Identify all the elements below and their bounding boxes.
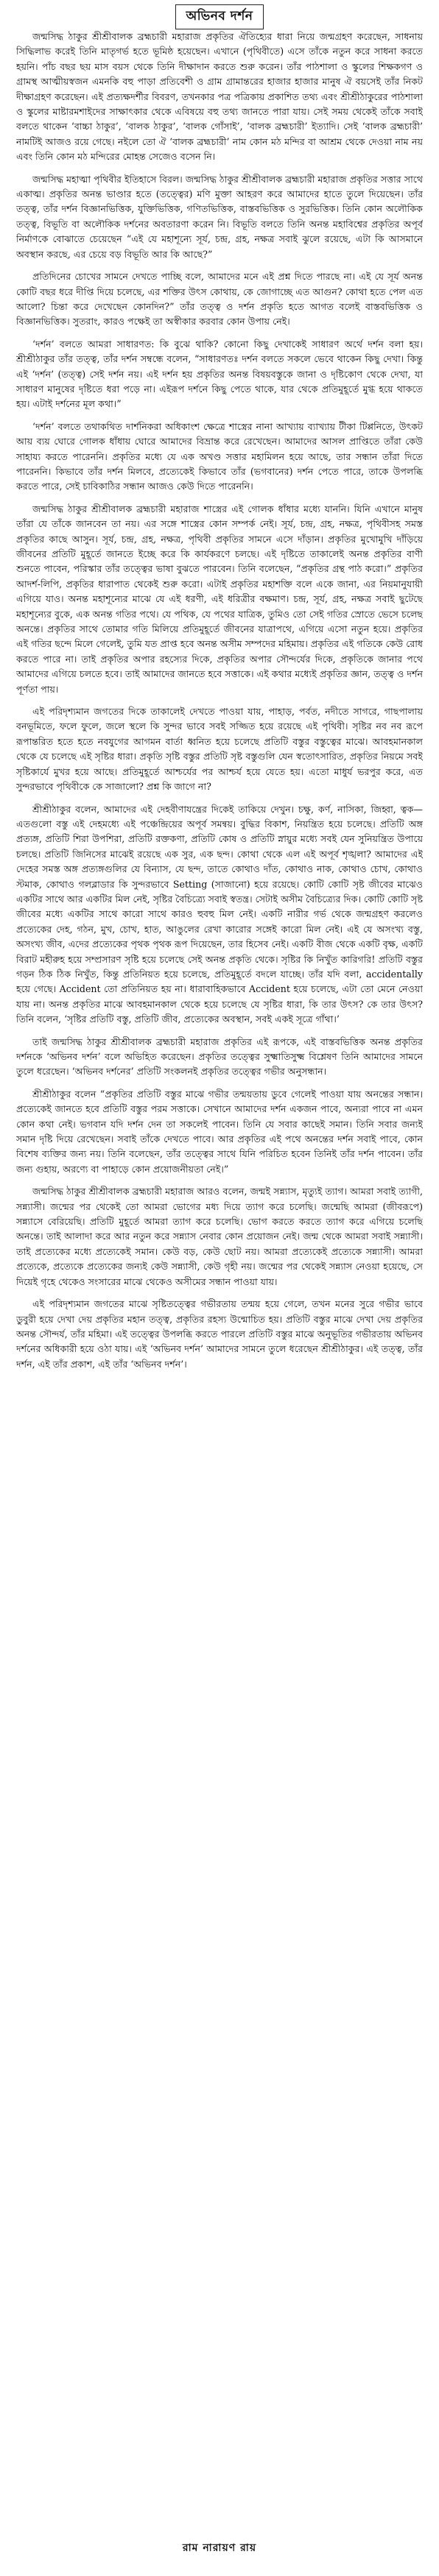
paragraph: শ্রীশ্রীঠাকুর বলেন, আমাদের এই দেহবীণাযন্ত্রের দিকেই তাকিয়ে দেখুন। চক্ষু, কর্ণ, নাসিকা, জিহ্বা, ত্বক—এতগুলো বস্তু এই দেহমধ্যে এই পঞ্চেন্দ্রিয়ের অপূর্ব সমন্বয়। বুদ্ধির বিকাশ, নিয়ন্ত্রিত হয়ে চলেছে। প্রতিটি অঙ্গ প্রত্যঙ্গ, প্রতিটি শিরা উপশিরা, প্রতিটি রক্তকণা, প্রতিটি কোষ ও প্রতিটি স্নায়ুর মধ্যে সবই যেন সুনিয়ন্ত্রিত উপায়ে চলছে। প্রতিটি জিনিসের মাঝেই রয়েছে এক সুর, এক ছন্দ। কোথা থেকে এল এই অপূর্ব শৃঙ্খলা? আমাদের এই দেহের সমস্ত অঙ্গ প্রত্যঙ্গগুলির যে বিন্যাস, যে ছন্দ, তাতে কোথাও দাঁত, কোথাও নাক, কোথাও চোখ, কোথাও স্টমাক, কোথাও গলব্লাডার কি সুন্দরভাবে Setting (সাজানো) হয়ে রয়েছে। কোটি কোটি সৃষ্ট জীবের মাঝেও একটির সাথে আর একটির মিল নেই, সৃষ্টির বৈচিত্র্যে সবাই স্বতন্ত্র। সেটাই অসীম বৈচিত্র্যের দিক। কোটি কোটি সৃষ্ট জীবের মধ্যে একটির সাথে কারো সাথে কারও হুবহু মিল নেই। একটি নারীর গর্ভ থেকে জন্মগ্রহণ করলেও প্রত্যেকের দেহ, গঠন, মুখ, চোখ, হাত, আঙুলের রেখা কারোর সঙ্গেই কারো মিল নেই। এই যে অসংখ্য বস্তু, অসংখ্য জীব, এদের প্রত্যেকের পৃথক পৃথক রূপ দিয়েছেন, তার হিসেব নেই। একটি বীজ থেকে একটি বৃক্ষ, একটি বিরাট মহীরুহ হয়ে সম্প্রসারণ সৃষ্টি হয়ে চলেছে সেই অনন্ত প্রকৃতি থেকে। সৃষ্টির কি নিখুঁত কারিগরি! প্রতিটি বস্তুর গড়ন ঠিক ঠিক নিখুঁত, কিন্তু প্রতিনিয়ত হয়ে চলেছে, প্রতিমুহূর্তে বদলে যাচ্ছে। তাঁর যদি বলা, accidentally হয়ে গেছে। Accident তো প্রতিনিয়ত হয় না। ধারাবাহিকভাবে Accident হয়ে চলেছে, এটা তো মেনে নেওয়া যায় না। অনন্ত প্রকৃতির মাঝে আবহমানকাল থেকে হয়ে চলেছে যে সৃষ্টির ধারা, কি তার উৎস? কে তার উৎস? তিনি বলেন, ‘সৃষ্টির প্রতিটি বস্তু, প্রতিটি জীব, প্রত্যেকের অবস্থান, সবই একই সূত্রে গাঁথা।’ — [16, 803, 423, 1025]
paragraph: শ্রীশ্রীঠাকুর বলেন “প্রকৃতির প্রতিটি বস্তুর মাঝে গভীর তন্ময়তায় ডুবে গেলেই পাওয়া যায় অনন্তের সন্ধান। প্রত্যেকেই জানতে হবে প্রতিটি বস্তুর পরম সত্তাকে। সেখানে আমাদের দর্শন একজন পাবে, অন্যরা পাবে না এমন কোন কথা নেই। ভগবান যদি দর্শন দেন তা সকলেই পাবেন। তিনি যে সবার কাছেই সমান। তিনি সবার জন্যই সমান দৃষ্টি দিয়ে রেখেছেন। সবাই তাঁকে দেখতে পাবে। আর প্রকৃতির এই পথে অনন্তের দর্শন সবাই পাবে, কোন বিশেষ ব্যক্তির জন্য নয়। তিনি বলেছেন, তাঁর তত্ত্বের সাথে যিনি পরিচিত হবেন তিনিই তাঁর দর্শন পাবেন। তাঁর জন্য গুহায়, অরণ্যে বা পাহাড়ে কোন প্রয়োজনীয়তা নেই।” — [16, 1088, 423, 1175]
paragraph: ‘দর্শন’ বলতে তথাকথিত দার্শনিকরা অধিকাংশ ক্ষেত্রে শাস্ত্রের নানা আখ্যায় ব্যাখ্যায় টীকা টিপ্পনিতে, উৎকট আয় ব্যয় ঘোরে গোলক ধাঁধায় ঘোরে আমাদের বিভ্রান্ত করে রেখেছেন। আমাদের আসল প্রাপ্তিতে তাঁরা কেউ সাহায্য করতে পারেননি। প্রকৃতির মধ্যে যে এক অখণ্ড সত্তার মহামিলন হয়ে আছে, তার সন্ধান তাঁরা দিতে পারেননি। কিভাবে তাঁর দর্শন মিলবে, প্রত্যেকেই কিভাবে তাঁর (ভগবানের) দর্শন পেতে পারে, তাকে উপলব্ধি করতে পারে, সেই চাবিকাঠির সন্ধান আজও কেউ দিতে পারেননি। — [16, 420, 423, 492]
author-signature: রাম নারায়ণ রায় — [182, 2542, 257, 2554]
paragraph: জন্মসিদ্ধ মহাত্মা পৃথিবীর ইতিহাসে বিরল। জন্মসিদ্ধ ঠাকুর শ্রীশ্রীবালক ব্রহ্মচারী মহারাজ প্রকৃতির সত্তার সাথে একাত্ম। প্রকৃতির অনন্ত ভাণ্ডার হতে (তত্ত্বের) মণি মুক্তা আহরণ করে আমাদের হাতে তুলে দিয়েছেন। তাঁর তত্ত্ব, তাঁর দর্শন বিজ্ঞানভিত্তিক, যুক্তিভিত্তিক, গণিতভিত্তিক, বাস্তবভিত্তিক ও সুরভিত্তিক। তিনি কোন অলৌকিক তত্ত্ব, বিভূতি বা অলৌকিক দর্শনের অবতারণা করেন নি। বিভূতি বলতে তিনি অনন্ত মহাবিশ্বের প্রকৃতির অপূর্ব নির্মাণকে বোঝাতে চেয়েছেন “এই যে মহাশূন্যে সূর্য, চন্দ্র, গ্রহ, নক্ষত্র সবাই ঝুলে রয়েছে, এটা কি আসমানে অবস্থান করছে, এর চেয়ে বড় বিভূতি আর কি আছে?” — [16, 173, 423, 260]
article-title: অভিনব দর্শন — [175, 4, 264, 29]
paragraph: ‘দর্শন’ বলতে আমরা সাধারণত: কি বুঝে থাকি? কোনো কিছু দেখাকেই সাধারণ অর্থে দর্শন বলা হয়। শ্রীশ্রীঠাকুর তাঁর তত্ত্ব, তাঁর দর্শন সম্বন্ধে বলেন, “সাধারণতঃ দর্শন বলতে সকলে ভেবে থাকেন কিছু দেখা। কিন্তু এই ‘দর্শন’ (তত্ত্ব) সেই দর্শন নয়। এই দর্শন হয় প্রকৃতির অনন্ত বিষয়বস্তুকে জানা ও দৃষ্টিকোণ থেকে দেখা, যা সাধারণ মানুষের দৃষ্টিতে ধরা পড়ে না। এইরূপ দর্শনে কিছু পেতে থাকে, যার থেকে প্রতিমুহূর্তে মুগ্ধ হয়ে থাকতে হয়। এটাই দর্শনের মূল কথা।” — [16, 338, 423, 410]
paragraph: জন্মসিদ্ধ ঠাকুর শ্রীশ্রীবালক ব্রহ্মচারী মহারাজ আরও বলেন, জন্মই সন্ন্যাস, মৃত্যুই ত্যাগ। আমরা সবাই ত্যাগী, সন্ন্যাসী। জন্মের পর থেকেই তো আমরা ভোগের মধ্য দিয়ে ত্যাগ করে চলেছি। জন্মেছি আমরা (জীবরূপে) সন্ন্যাসে বেরিয়েছি। প্রতিটি মুহূর্তে আমরা ত্যাগ করে চলেছি। ভোগ করতে করতে ত্যাগ করে এগিয়ে চলেছি অনন্তে। তাই আলাদা করে আর নতুন করে সন্ন্যাস নেবার কোন প্রয়োজন নেই। জন্ম থেকে আমরা সবাই সন্ন্যাসী। তাই প্রত্যেকের মধ্যে প্রত্যেকেই সমান। কেউ বড়, কেউ ছোট নয়। আমরা প্রত্যেকেই প্রত্যেকে সন্ন্যাসী। আমরা প্রত্যেকে, প্রত্যেকে প্রত্যেকের জন্যই কেউ সন্ন্যাসী, কেউ গৃহী নয়। জন্মের পর থেকেই সন্ন্যাস নেওয়া হয়েছে, সে দিয়েই গৃহে থেকেও সংসারের মাঝে থেকেও অসীমের সন্ধান পাওয়া যায়। — [16, 1186, 423, 1287]
paragraph: প্রতিদিনের চোখের সামনে দেখতে পাচ্ছি বলে, আমাদের মনে এই প্রশ্ন দিতে পারছে না। এই যে সূর্য অনন্ত কোটি বছর ধরে দীপ্তি দিয়ে চলেছে, এর শক্তির উৎস কোথায়, কে জোগাচ্ছে এত আগুন? কোথা হতে পেল এত আলো? চিন্তা করে দেখেছেন কোনদিন?” তাঁর তত্ত্ব ও দর্শন প্রকৃতি হতে আগত বলেই বাস্তবভিত্তিক ও বিজ্ঞানভিত্তিক। সুতরাং, কারও পক্ষেই তা অস্বীকার করবার কোন উপায় নেই। — [16, 271, 423, 328]
paragraph: তাই জন্মসিদ্ধ ঠাকুর শ্রীশ্রীবালক ব্রহ্মচারী মহারাজ প্রকৃতির এই রূপকে, এই বাস্তবভিত্তিক অনন্ত প্রকৃতির দর্শনকে ‘অভিনব দর্শন’ বলে অভিহিত করেছেন। প্রকৃতির তত্ত্বের সুক্ষ্মাতিসুক্ষ্ম বিশ্লেষণ তিনি আমাদের সামনে তুলে ধরেছেন। ‘অভিনব দর্শনের’ প্রতিটি সংকলনই প্রকৃতির তত্ত্বের গভীর অনুসন্ধান। — [16, 1036, 423, 1078]
paragraph: জন্মসিদ্ধ ঠাকুর শ্রীশ্রীবালক ব্রহ্মচারী মহারাজ প্রকৃতির ঐতিহ্যের ধারা নিয়ে জন্মগ্রহণ করেছেন, সাধনায় সিদ্ধিলাভ করেই তিনি মাতৃগর্ভ হতে ভূমিষ্ঠ হয়েছেন। এখানে (পৃথিবীতে) এসে তাঁকে নতুন করে সাধনা করতে হয়নি। পাঁচ বছর ছয় মাস বয়স থেকে তিনি দীক্ষাদান করতে শুরু করেন। তাঁর পাঠশালা ও স্কুলের শিক্ষকগণ ও গ্রামস্থ আত্মীয়স্বজন এমনকি বহু পাড়া প্রতিবেশী ও গ্রাম গ্রামান্তরের হাজার হাজার মানুষ ঐ বয়সেই তাঁর নিকট দীক্ষাগ্রহণ করেছেন। এই প্রত্যক্ষদর্শীর বিবরণ, তখনকার পত্র পত্রিকায় প্রকাশিত তথ্য এবং শ্রীশ্রীঠাকুরের পাঠশালা ও স্কুলের মাষ্টারমশাইদের সাক্ষাৎকার থেকে এবিষয়ে বহু তথ্য জানতে পারা যায়। সেই সময় থেকেই তাঁকে সবাই বলতে থাকেন ‘বাচ্চা ঠাকুর’, ‘বালক ঠাকুর’, ‘বালক গোঁসাই’, ‘বালক ব্রহ্মচারী’ ইত্যাদি। সেই ‘বালক ব্রহ্মচারী’ নামটিই আজও রয়ে গেছে। নইলে তো ঐ ‘বালক ব্রহ্মচারী’ নাম কোন মঠ মন্দির বা আশ্রম থেকে দেওয়া নাম নয় এবং তিনি কোন মঠ মন্দিরের মোহন্ত সেজেও বসেন নি। — [16, 31, 423, 163]
paragraph: এই পরিদৃশ্যমান জগতের মাঝে সৃষ্টিতত্ত্বের গভীরতায় তন্ময় হয়ে গেলে, তখন মনের সুরে গভীর ভাবে ডুবুরী হয়ে দেখা দেয় প্রকৃতির মহান তত্ত্ব, প্রকৃতির রহস্য উন্মোচিত হয়। প্রতিটি বস্তুর মাঝে দেখা দেয় প্রকৃতির অনন্ত সৌন্দর্য, তাঁর মহিমা। এই তত্ত্বের উপলব্ধি করতে পারলে প্রতিটি বস্তুর মাঝে অনুভূতির গভীরতায় অভিনব দর্শনের অধিকারী হয়ে ওঠা যায়। এই ‘অভিনব দর্শন’ আমাদের সামনে তুলে ধরেছেন শ্রীশ্রীঠাকুর। এই তত্ত্ব, তাঁর দর্শন, এই তাঁর প্রকাশ, এই তাঁর ‘অভিনব দর্শন’। — [16, 1298, 423, 1370]
paragraph: এই পরিদৃশ্যমান জগতের দিকে তাকালেই দেখতে পাওয়া যায়, পাহাড়, পর্বত, নদীতে সাগরে, গাছপালায় বনভূমিতে, ফলে ফুলে, জলে স্থলে কি সুন্দর ভাবে সবই সজ্জিত হয়ে রয়েছে এই পৃথিবী। সৃষ্টির নব নব রূপে রূপান্তরিত হতে হতে নবযুগের আগমন বার্তা ধ্বনিত হয়ে চলেছে প্রতিটি বস্তুর বস্তুত্বের মাঝে। আবহমানকাল থেকে যে চলেছে এই সৃষ্টির ধারা। প্রকৃতি সৃষ্টি বস্তুর প্রতিটি সৃষ্ট বস্তুগুলি যেন স্বতোৎসারিত, প্রকৃতির নিয়মে সবই সৃষ্টিকার্যে মুখর হয়ে আছে। প্রতিমুহূর্তে আশ্চর্যের পর আশ্চর্য হয়ে যেতে হয়। এতো মাধুর্য ভরপুর করে, এত সুন্দরভাবে পৃথিবীকে কে সাজালো? প্রশ্ন কি জাগে না? — [16, 706, 423, 793]
title-area — [18, 0, 421, 29]
paragraph: জন্মসিদ্ধ ঠাকুর শ্রীশ্রীবালক ব্রহ্মচারী মহারাজ শাস্ত্রের এই গোলক ধাঁধার মধ্যে যাননি। যিনি এখানে মানুষ তাঁরা যে তাঁকে জানবেন তা নয়। এর সঙ্গে শাস্ত্রের কোন সম্পর্ক নেই। সূর্য, চন্দ্র, গ্রহ, নক্ষত্র, পৃথিবীসহ সমস্ত প্রকৃতির কাছে আসুন। সূর্য, চন্দ্র, গ্রহ, নক্ষত্র, পৃথিবী প্রকৃতির সামনে এসে দাঁড়ান। প্রকৃতির মুখোমুখি দাঁড়িয়ে জীবনের প্রতিটি মুহূর্তে জানতে ইচ্ছে করে কি কার্যকরণে চলছে। এই দৃষ্টিতে তাকালেই অনন্ত প্রকৃতির বাণী শুনতে পাবেন, পরিস্কার তাঁর তত্ত্বের ভাষা বুঝতে পারবেন। তিনি বলেছেন, “প্রকৃতির গ্রন্থ পাঠ করো।” প্রকৃতির আদর্শ-লিপি, প্রকৃতির ধারাপাত থেকেই শুরু করো। এটাই প্রকৃতির মহাশক্তি বলে একে জানা, এর নিয়মানুযায়ী এগিয়ে যাও। অনন্ত মহাশূন্যের মাঝে যে এই ধরণী, এই ধরিত্রীর বক্ষমাণ। চন্দ্র, সূর্য, গ্রহ, নক্ষত্র সবাই ছুটেছে মহাশূন্যের বুকে, এক অনন্ত গতির পথে। যে পথিক, যে পথের যাত্রিক, তুমিও তো সেই গতির স্রোতে ভেসে চলেছ অনন্তে। প্রকৃতির সাথে তোমার গতি মিলিয়ে প্রতিমুহূর্তে জীবনের যাত্রাপথে, এগিয়ে এসো নতুন হয়ে। প্রকৃতির এই গতির ছন্দে মিলে গেলেই, তুমি যত প্রাপ্ত হবে অনন্ত অসীম সম্পদের মহিমায়। প্রকৃতির এই গতিকে কেউ রোধ করতে পারে না। তাই প্রকৃতির অপার রহস্যের দিকে, প্রকৃতির অপার সৌন্দর্যের দিকে, প্রকৃতিকে জানার পথে আমাদের এগিয়ে চলতে হবে। তাই আমাদের জানতে হবে সত্তাকে। এই কথার মধ্যেই প্রকৃতির জ্ঞান, তত্ত্ব ও দর্শন পূর্ণতা পায়। — [16, 503, 423, 695]
article-body — [16, 29, 423, 2523]
